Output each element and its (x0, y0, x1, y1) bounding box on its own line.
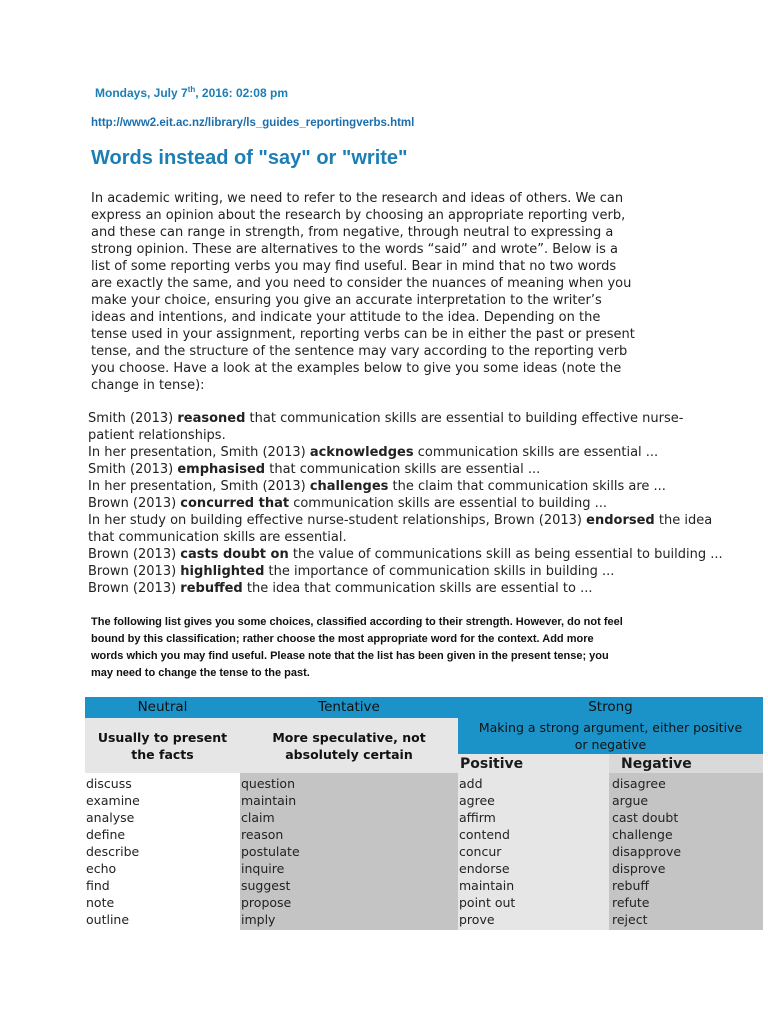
reporting-verb: reasoned (177, 411, 246, 426)
verb-item: discuss (86, 776, 132, 791)
verb-item: maintain (241, 793, 297, 808)
example-line: patient relationships. (88, 428, 226, 443)
tentative-verbs-column (240, 773, 458, 930)
intro-line: tense used in your assignment, reporting verbs can be in either the past or present (91, 327, 635, 342)
date-text: Mondays, July 7 (95, 86, 188, 100)
date-time-text: , 2016: 02:08 pm (195, 86, 288, 100)
verb-item: describe (86, 844, 140, 859)
example-line: Brown (2013) concurred that communication skills are essential to building ... (88, 496, 608, 511)
verb-item: reject (612, 912, 648, 927)
example-line: Smith (2013) emphasised that communication skills are essential ... (88, 462, 541, 477)
example-line: In her study on building effective nurse-student relationships, Brown (2013) endorsed the idea (88, 513, 713, 528)
positive-verbs-column (458, 773, 609, 930)
verb-item: examine (86, 793, 140, 808)
reporting-verb: casts doubt on (180, 547, 289, 562)
verb-item: rebuff (612, 878, 650, 893)
classification-note (91, 614, 681, 682)
example-sentences (88, 410, 763, 597)
page-title: Words instead of "say" or "write" (91, 147, 408, 169)
reporting-verb: acknowledges (309, 445, 414, 460)
verb-item: disprove (612, 861, 666, 876)
timestamp (95, 85, 288, 100)
intro-line: tense, and the structure of the sentence may vary according to the reporting verb (91, 344, 628, 359)
example-line: In her presentation, Smith (2013) challenges the claim that communication skills are ... (88, 479, 666, 494)
neutral-verbs-column (85, 775, 240, 930)
verb-item: refute (612, 895, 650, 910)
verb-item: postulate (241, 844, 300, 859)
verb-item: inquire (241, 861, 285, 876)
verb-item: claim (241, 810, 275, 825)
reporting-verb: concurred that (180, 496, 290, 511)
verb-item: analyse (86, 810, 135, 825)
header-neutral: Neutral (85, 697, 240, 718)
reporting-verbs-table (85, 697, 763, 930)
reporting-verb: challenges (309, 479, 389, 494)
header-strong: Strong (458, 697, 763, 718)
verb-item: add (459, 776, 483, 791)
verb-item: echo (86, 861, 117, 876)
column-negative-header: Negative (609, 754, 763, 773)
verb-item: suggest (241, 878, 291, 893)
reporting-verb: emphasised (177, 462, 266, 477)
verb-item: point out (459, 895, 516, 910)
note-line: The following list gives you some choices, classified according to their strength. However, do not feel (91, 616, 623, 628)
intro-line: and these can range in strength, from negative, through neutral to expressing a (91, 225, 614, 240)
verb-item: find (86, 878, 110, 893)
verb-item: concur (459, 844, 502, 859)
intro-line: In academic writing, we need to refer to the research and ideas of others. We can (91, 191, 624, 206)
subheader-neutral: Usually to present the facts (85, 718, 240, 773)
example-line: Brown (2013) highlighted the importance of communication skills in building ... (88, 564, 615, 579)
verb-item: prove (459, 912, 495, 927)
example-line: In her presentation, Smith (2013) acknowledges communication skills are essential ... (88, 445, 659, 460)
example-line: Brown (2013) casts doubt on the value of communications skill as being essential to building ... (88, 547, 723, 562)
date-ordinal: th (187, 85, 196, 94)
verb-item: endorse (459, 861, 510, 876)
verb-item: maintain (459, 878, 515, 893)
intro-line: are exactly the same, and you need to consider the nuances of meaning when you (91, 276, 632, 291)
intro-line: list of some reporting verbs you may find useful. Bear in mind that no two words (91, 259, 617, 274)
verb-item: contend (459, 827, 510, 842)
reporting-verb: rebuffed (180, 581, 243, 596)
negative-verbs-column (609, 773, 763, 930)
verb-item: propose (241, 895, 292, 910)
example-line: Smith (2013) reasoned that communication skills are essential to building effective nurse- (88, 411, 684, 426)
subheader-strong: Making a strong argument, either positive or negative (458, 718, 763, 754)
intro-line: ideas and intentions, and indicate your attitude to the idea. Depending on the (91, 310, 601, 325)
subheader-tentative: More speculative, not absolutely certain (240, 718, 458, 773)
verb-item: reason (241, 827, 284, 842)
intro-line: strong opinion. These are alternatives to the words “said” and wrote”. Below is a (91, 242, 618, 257)
source-url[interactable]: http://www2.eit.ac.nz/library/ls_guides_reportingverbs.html (91, 117, 415, 129)
verb-item: disapprove (612, 844, 682, 859)
column-positive-header: Positive (458, 754, 609, 773)
intro-line: change in tense): (91, 378, 205, 393)
verb-item: agree (459, 793, 495, 808)
verb-item: affirm (459, 810, 496, 825)
reporting-verb: endorsed (586, 513, 655, 528)
intro-line: you choose. Have a look at the examples below to give you some ideas (note the (91, 361, 622, 376)
note-line: words which you may find useful. Please note that the list has been given in the present tense; you (91, 650, 609, 662)
verb-item: cast doubt (612, 810, 679, 825)
verb-item: note (86, 895, 115, 910)
example-line: that communication skills are essential. (88, 530, 347, 545)
reporting-verb: highlighted (180, 564, 265, 579)
intro-line: express an opinion about the research by choosing an appropriate reporting verb, (91, 208, 626, 223)
verb-item: argue (612, 793, 649, 808)
intro-line: make your choice, ensuring you give an accurate interpretation to the writer’s (91, 293, 602, 308)
header-tentative: Tentative (240, 697, 458, 718)
verb-item: outline (86, 912, 130, 927)
verb-item: disagree (612, 776, 666, 791)
example-line: Brown (2013) rebuffed the idea that communication skills are essential to ... (88, 581, 593, 596)
verb-item: define (86, 827, 126, 842)
verb-item: question (241, 776, 296, 791)
intro-paragraph (91, 190, 681, 394)
note-line: bound by this classification; rather choose the most appropriate word for the context. Add more (91, 633, 594, 645)
verb-item: imply (241, 912, 276, 927)
verb-item: challenge (612, 827, 673, 842)
note-line: may need to change the tense to the past. (91, 667, 310, 679)
